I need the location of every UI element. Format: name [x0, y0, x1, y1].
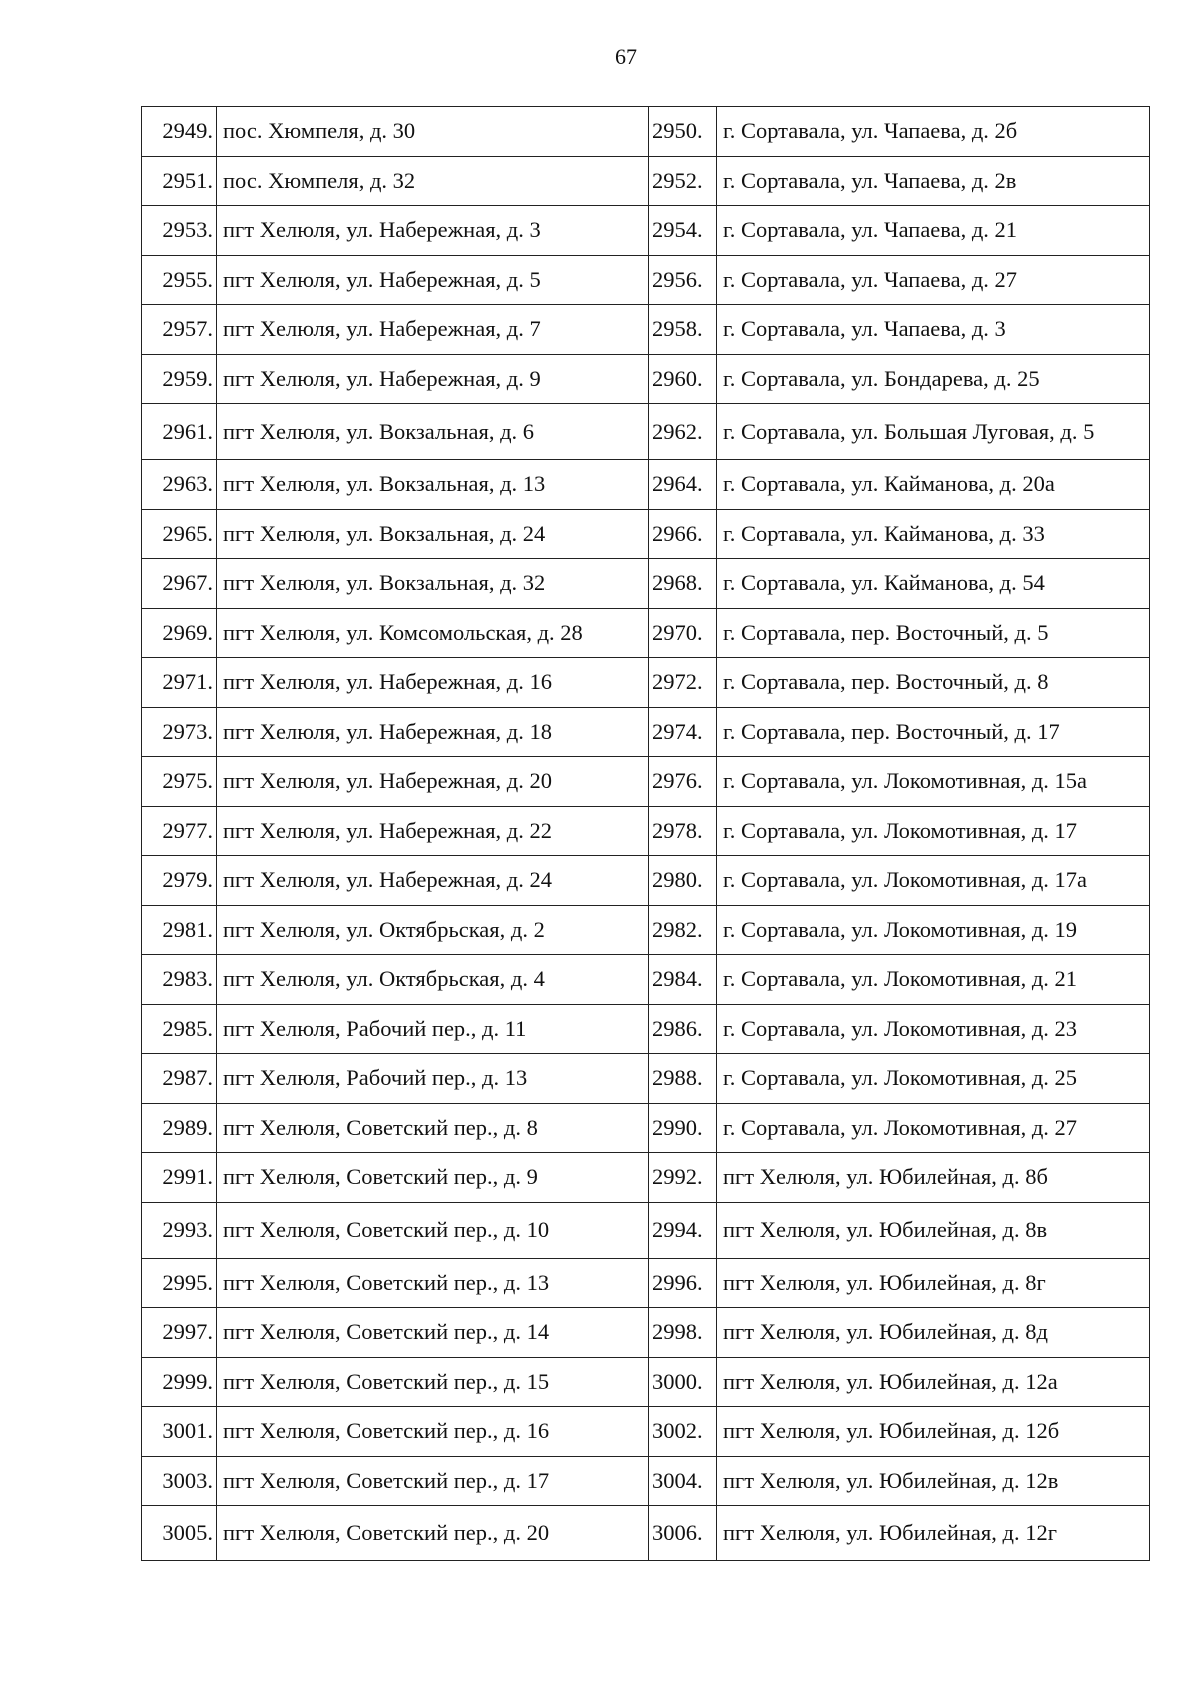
- right-entry-number: 2950.: [649, 107, 717, 157]
- table-row: [142, 608, 1150, 658]
- left-entry-address: пгт Хелюля, Рабочий пер., д. 11: [217, 1004, 649, 1054]
- table-row: [142, 955, 1150, 1005]
- table-row: [142, 1357, 1150, 1407]
- address-table: [141, 106, 1150, 1561]
- right-entry-address: пгт Хелюля, ул. Юбилейная, д. 12б: [717, 1407, 1150, 1457]
- right-entry-number: 2986.: [649, 1004, 717, 1054]
- left-entry-number: 2971.: [142, 658, 217, 708]
- right-entry-number: 2998.: [649, 1308, 717, 1358]
- right-entry-address: г. Сортавала, ул. Локомотивная, д. 15а: [717, 757, 1150, 807]
- right-entry-address: пгт Хелюля, ул. Юбилейная, д. 8д: [717, 1308, 1150, 1358]
- right-entry-address: пгт Хелюля, ул. Юбилейная, д. 8в: [717, 1202, 1150, 1258]
- right-entry-number: 3004.: [649, 1456, 717, 1506]
- left-entry-number: 2961.: [142, 404, 217, 460]
- left-entry-number: 2983.: [142, 955, 217, 1005]
- table-row: [142, 460, 1150, 510]
- left-entry-address: пгт Хелюля, Советский пер., д. 17: [217, 1456, 649, 1506]
- right-entry-number: 2976.: [649, 757, 717, 807]
- table-row: [142, 1153, 1150, 1203]
- right-entry-number: 2996.: [649, 1258, 717, 1308]
- right-entry-address: г. Сортавала, пер. Восточный, д. 8: [717, 658, 1150, 708]
- right-entry-address: г. Сортавала, ул. Кайманова, д. 33: [717, 509, 1150, 559]
- left-entry-address: пгт Хелюля, ул. Вокзальная, д. 13: [217, 460, 649, 510]
- right-entry-address: г. Сортавала, ул. Локомотивная, д. 25: [717, 1054, 1150, 1104]
- left-entry-address: пгт Хелюля, Советский пер., д. 10: [217, 1202, 649, 1258]
- right-entry-address: г. Сортавала, ул. Локомотивная, д. 21: [717, 955, 1150, 1005]
- right-entry-number: 2952.: [649, 156, 717, 206]
- left-entry-number: 2967.: [142, 559, 217, 609]
- right-entry-address: г. Сортавала, ул. Кайманова, д. 54: [717, 559, 1150, 609]
- right-entry-address: г. Сортавала, ул. Локомотивная, д. 27: [717, 1103, 1150, 1153]
- left-entry-address: пос. Хюмпеля, д. 32: [217, 156, 649, 206]
- right-entry-number: 2984.: [649, 955, 717, 1005]
- left-entry-number: 2975.: [142, 757, 217, 807]
- table-row: [142, 156, 1150, 206]
- table-row: [142, 1004, 1150, 1054]
- table-row: [142, 707, 1150, 757]
- left-entry-number: 2997.: [142, 1308, 217, 1358]
- left-entry-number: 2957.: [142, 305, 217, 355]
- left-entry-address: пгт Хелюля, ул. Вокзальная, д. 32: [217, 559, 649, 609]
- table-row: [142, 509, 1150, 559]
- table-row: [142, 305, 1150, 355]
- table-row: [142, 905, 1150, 955]
- left-entry-address: пгт Хелюля, ул. Набережная, д. 9: [217, 354, 649, 404]
- right-entry-number: 2982.: [649, 905, 717, 955]
- right-entry-number: 2980.: [649, 856, 717, 906]
- table-row: [142, 354, 1150, 404]
- left-entry-address: пгт Хелюля, ул. Набережная, д. 20: [217, 757, 649, 807]
- left-entry-number: 2977.: [142, 806, 217, 856]
- left-entry-address: пгт Хелюля, ул. Набережная, д. 5: [217, 255, 649, 305]
- right-entry-number: 2974.: [649, 707, 717, 757]
- right-entry-number: 2978.: [649, 806, 717, 856]
- page-number: 67: [615, 44, 637, 69]
- right-entry-number: 2992.: [649, 1153, 717, 1203]
- left-entry-number: 2979.: [142, 856, 217, 906]
- table-row: [142, 856, 1150, 906]
- table-row: [142, 1506, 1150, 1561]
- left-entry-number: 3003.: [142, 1456, 217, 1506]
- left-entry-number: 2963.: [142, 460, 217, 510]
- right-entry-number: 2988.: [649, 1054, 717, 1104]
- left-entry-number: 2985.: [142, 1004, 217, 1054]
- right-entry-number: 2962.: [649, 404, 717, 460]
- right-entry-address: г. Сортавала, пер. Восточный, д. 5: [717, 608, 1150, 658]
- right-entry-address: г. Сортавала, пер. Восточный, д. 17: [717, 707, 1150, 757]
- right-entry-address: г. Сортавала, ул. Кайманова, д. 20а: [717, 460, 1150, 510]
- right-entry-address: г. Сортавала, ул. Большая Луговая, д. 5: [717, 404, 1150, 460]
- left-entry-address: пгт Хелюля, ул. Набережная, д. 16: [217, 658, 649, 708]
- left-entry-number: 2993.: [142, 1202, 217, 1258]
- table-row: [142, 1456, 1150, 1506]
- right-entry-number: 2990.: [649, 1103, 717, 1153]
- left-entry-address: пгт Хелюля, Советский пер., д. 15: [217, 1357, 649, 1407]
- right-entry-address: г. Сортавала, ул. Локомотивная, д. 17а: [717, 856, 1150, 906]
- table-row: [142, 806, 1150, 856]
- left-entry-address: пос. Хюмпеля, д. 30: [217, 107, 649, 157]
- table-row: [142, 1407, 1150, 1457]
- left-entry-address: пгт Хелюля, ул. Набережная, д. 24: [217, 856, 649, 906]
- right-entry-number: 2994.: [649, 1202, 717, 1258]
- right-entry-number: 2956.: [649, 255, 717, 305]
- left-entry-address: пгт Хелюля, ул. Вокзальная, д. 6: [217, 404, 649, 460]
- left-entry-number: 2951.: [142, 156, 217, 206]
- left-entry-address: пгт Хелюля, ул. Набережная, д. 22: [217, 806, 649, 856]
- right-entry-address: г. Сортавала, ул. Чапаева, д. 21: [717, 206, 1150, 256]
- left-entry-number: 3001.: [142, 1407, 217, 1457]
- right-entry-address: г. Сортавала, ул. Локомотивная, д. 19: [717, 905, 1150, 955]
- right-entry-number: 2960.: [649, 354, 717, 404]
- left-entry-address: пгт Хелюля, Советский пер., д. 13: [217, 1258, 649, 1308]
- left-entry-number: 2981.: [142, 905, 217, 955]
- left-entry-address: пгт Хелюля, Советский пер., д. 9: [217, 1153, 649, 1203]
- left-entry-address: пгт Хелюля, ул. Октябрьская, д. 2: [217, 905, 649, 955]
- left-entry-number: 2973.: [142, 707, 217, 757]
- right-entry-number: 2972.: [649, 658, 717, 708]
- left-entry-address: пгт Хелюля, ул. Комсомольская, д. 28: [217, 608, 649, 658]
- right-entry-address: г. Сортавала, ул. Чапаева, д. 27: [717, 255, 1150, 305]
- right-entry-number: 2954.: [649, 206, 717, 256]
- address-table-body: [142, 107, 1150, 1561]
- right-entry-number: 2958.: [649, 305, 717, 355]
- left-entry-address: пгт Хелюля, Советский пер., д. 14: [217, 1308, 649, 1358]
- left-entry-number: 2953.: [142, 206, 217, 256]
- right-entry-address: г. Сортавала, ул. Чапаева, д. 2б: [717, 107, 1150, 157]
- left-entry-number: 2995.: [142, 1258, 217, 1308]
- left-entry-number: 2969.: [142, 608, 217, 658]
- right-entry-address: пгт Хелюля, ул. Юбилейная, д. 12г: [717, 1506, 1150, 1561]
- table-row: [142, 206, 1150, 256]
- left-entry-number: 2987.: [142, 1054, 217, 1104]
- left-entry-number: 2965.: [142, 509, 217, 559]
- right-entry-number: 2966.: [649, 509, 717, 559]
- table-row: [142, 1103, 1150, 1153]
- left-entry-number: 2989.: [142, 1103, 217, 1153]
- table-row: [142, 1258, 1150, 1308]
- right-entry-address: пгт Хелюля, ул. Юбилейная, д. 8г: [717, 1258, 1150, 1308]
- table-row: [142, 1202, 1150, 1258]
- left-entry-number: 3005.: [142, 1506, 217, 1561]
- left-entry-address: пгт Хелюля, ул. Набережная, д. 3: [217, 206, 649, 256]
- right-entry-address: г. Сортавала, ул. Локомотивная, д. 17: [717, 806, 1150, 856]
- table-row: [142, 757, 1150, 807]
- left-entry-address: пгт Хелюля, Советский пер., д. 20: [217, 1506, 649, 1561]
- table-row: [142, 1308, 1150, 1358]
- right-entry-number: 3006.: [649, 1506, 717, 1561]
- left-entry-address: пгт Хелюля, Рабочий пер., д. 13: [217, 1054, 649, 1104]
- left-entry-address: пгт Хелюля, Советский пер., д. 16: [217, 1407, 649, 1457]
- right-entry-address: г. Сортавала, ул. Бондарева, д. 25: [717, 354, 1150, 404]
- left-entry-number: 2999.: [142, 1357, 217, 1407]
- table-row: [142, 658, 1150, 708]
- right-entry-number: 2968.: [649, 559, 717, 609]
- left-entry-address: пгт Хелюля, ул. Вокзальная, д. 24: [217, 509, 649, 559]
- table-row: [142, 107, 1150, 157]
- right-entry-address: пгт Хелюля, ул. Юбилейная, д. 8б: [717, 1153, 1150, 1203]
- table-row: [142, 255, 1150, 305]
- left-entry-number: 2955.: [142, 255, 217, 305]
- left-entry-number: 2991.: [142, 1153, 217, 1203]
- left-entry-address: пгт Хелюля, ул. Октябрьская, д. 4: [217, 955, 649, 1005]
- left-entry-number: 2949.: [142, 107, 217, 157]
- right-entry-address: г. Сортавала, ул. Чапаева, д. 2в: [717, 156, 1150, 206]
- right-entry-address: пгт Хелюля, ул. Юбилейная, д. 12а: [717, 1357, 1150, 1407]
- right-entry-number: 3002.: [649, 1407, 717, 1457]
- left-entry-address: пгт Хелюля, ул. Набережная, д. 18: [217, 707, 649, 757]
- left-entry-address: пгт Хелюля, Советский пер., д. 8: [217, 1103, 649, 1153]
- table-row: [142, 559, 1150, 609]
- table-row: [142, 404, 1150, 460]
- right-entry-number: 2964.: [649, 460, 717, 510]
- right-entry-address: пгт Хелюля, ул. Юбилейная, д. 12в: [717, 1456, 1150, 1506]
- right-entry-number: 2970.: [649, 608, 717, 658]
- right-entry-number: 3000.: [649, 1357, 717, 1407]
- right-entry-address: г. Сортавала, ул. Локомотивная, д. 23: [717, 1004, 1150, 1054]
- left-entry-address: пгт Хелюля, ул. Набережная, д. 7: [217, 305, 649, 355]
- right-entry-address: г. Сортавала, ул. Чапаева, д. 3: [717, 305, 1150, 355]
- left-entry-number: 2959.: [142, 354, 217, 404]
- table-row: [142, 1054, 1150, 1104]
